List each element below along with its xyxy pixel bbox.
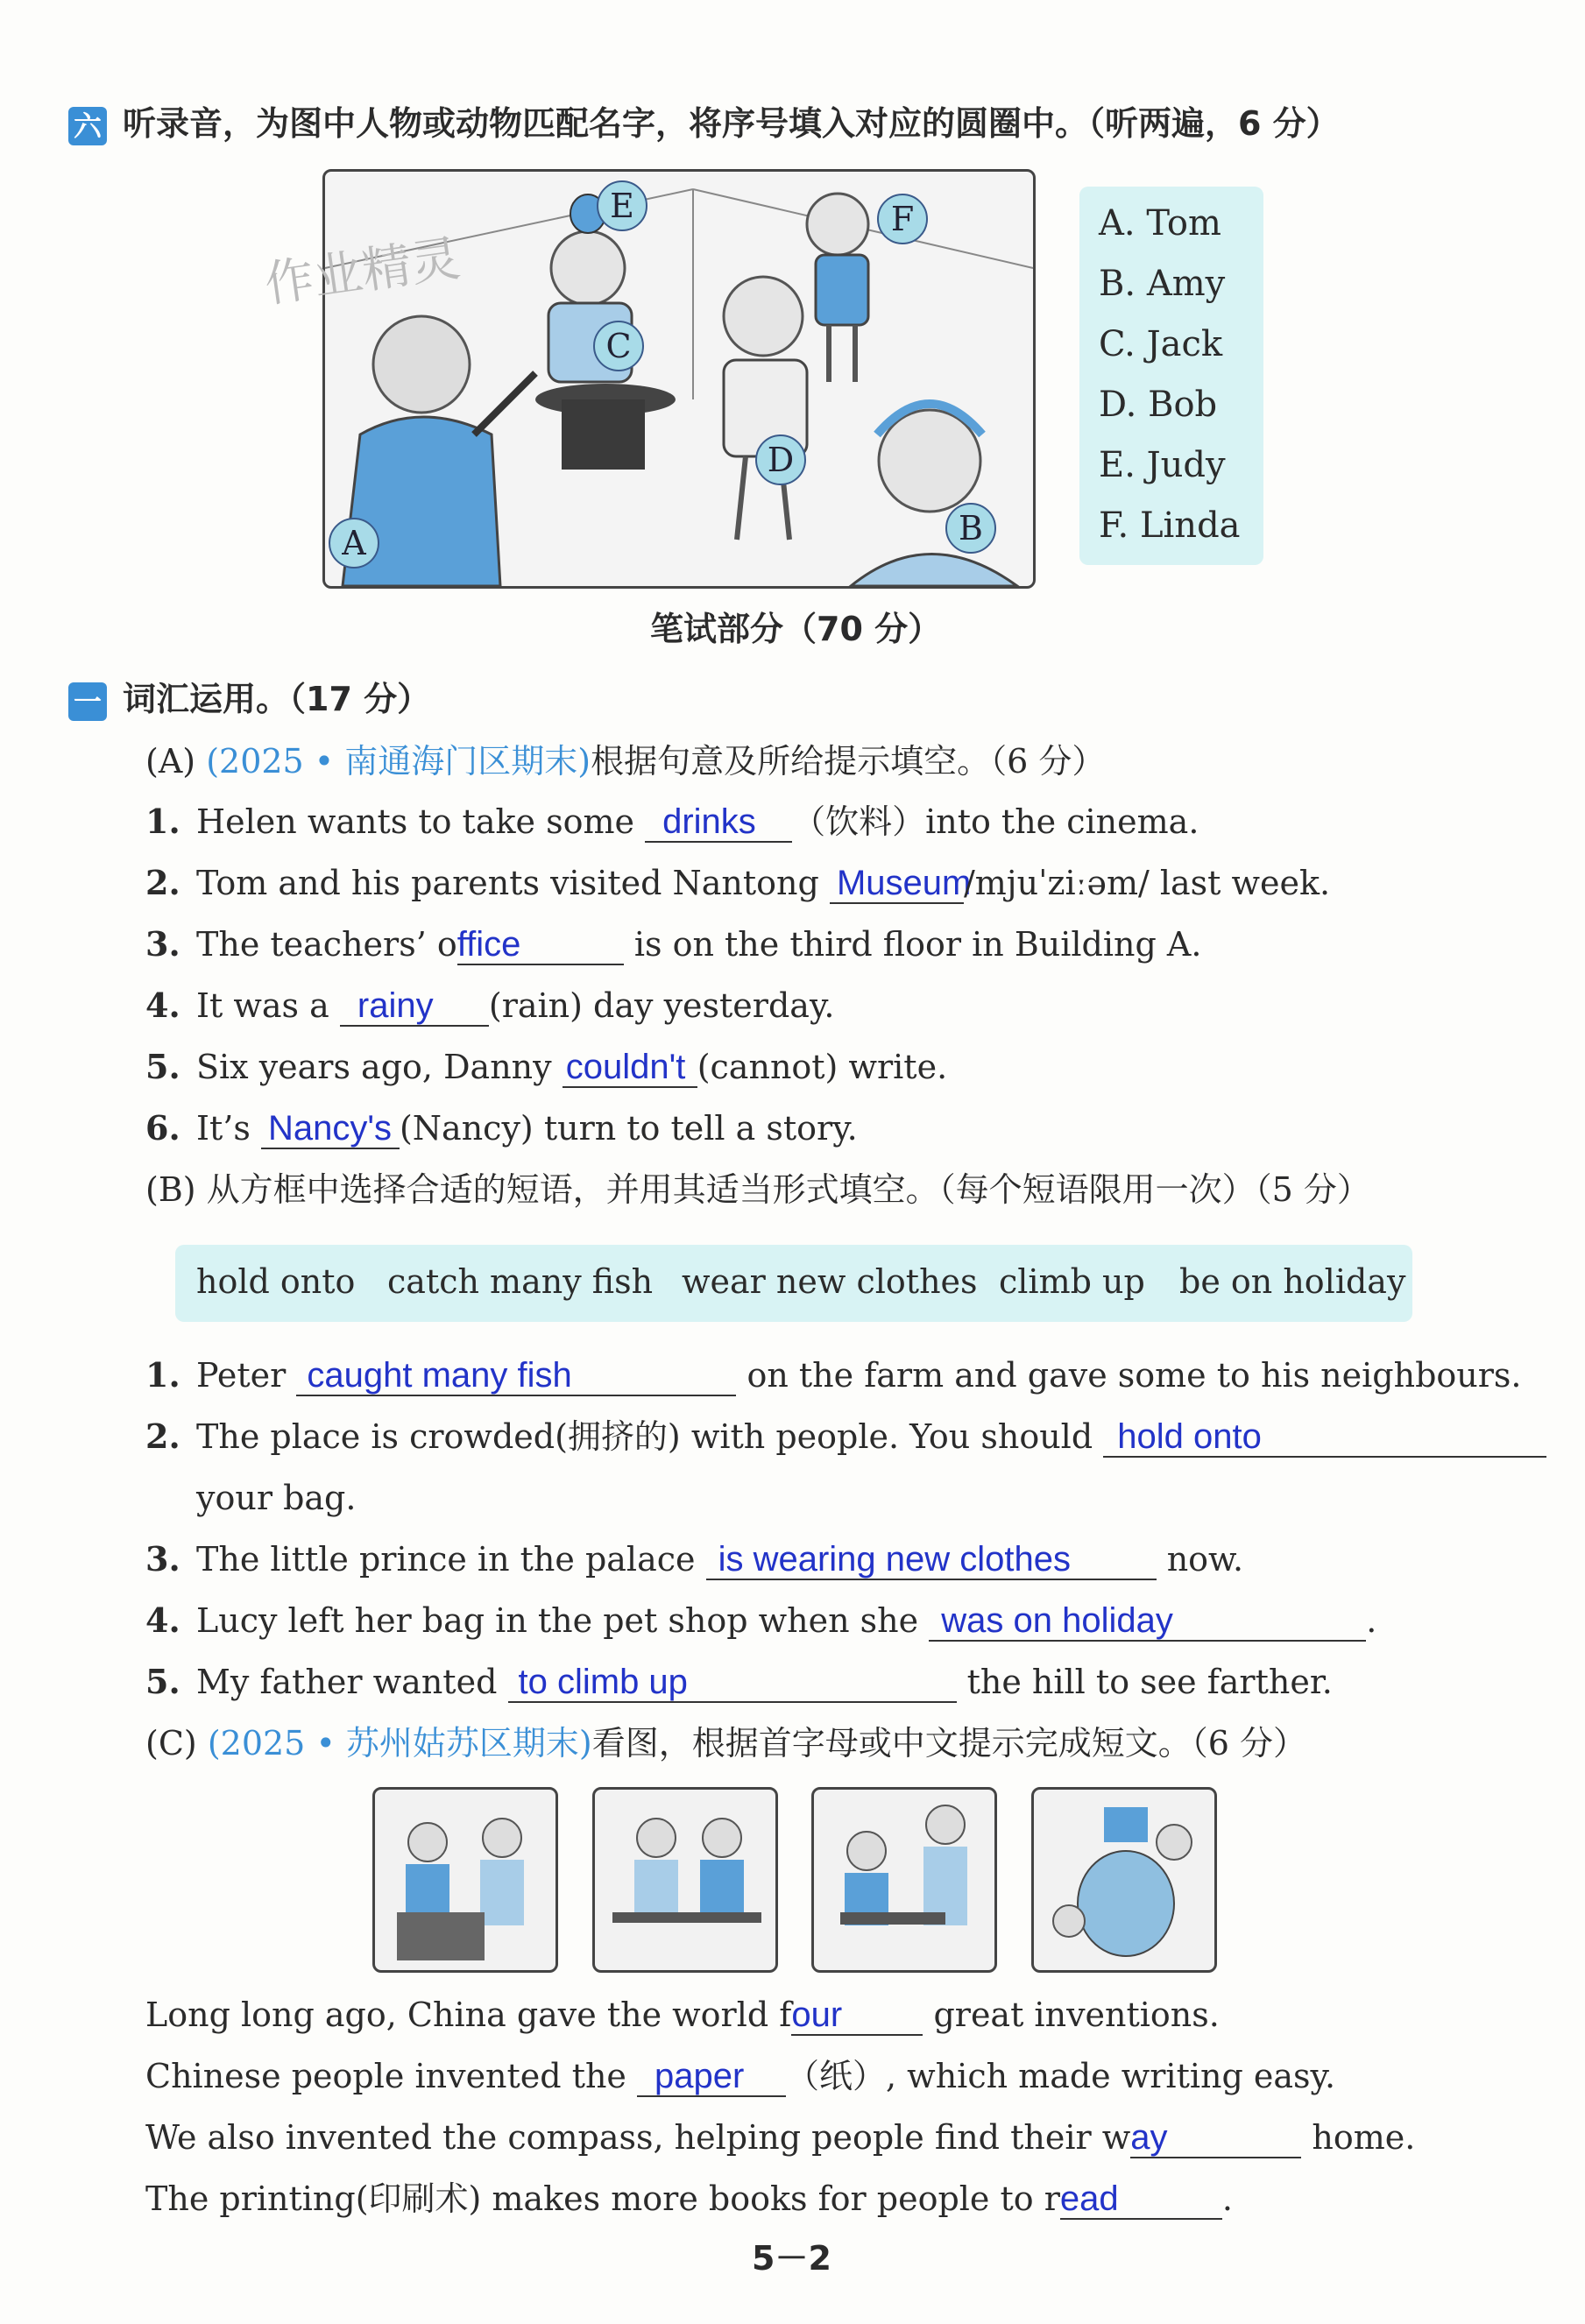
answer-blank[interactable]: Museum xyxy=(830,864,964,904)
name-option: F. Linda xyxy=(1099,505,1241,546)
name-option: C. Jack xyxy=(1099,324,1223,364)
name-option: E. Judy xyxy=(1099,445,1226,485)
partA-item: 1. Helen wants to take some drinks （饮料）into the cinema. xyxy=(145,802,1199,841)
partC-line: Long long ago, China gave the world four great inventions. xyxy=(145,1996,1220,2034)
partA-source: (2025 • 南通海门区期末) xyxy=(206,742,591,781)
name-list xyxy=(1079,187,1263,565)
invention-picture-1 xyxy=(372,1787,558,1973)
partC-line: We also invented the compass, helping people find their way home. xyxy=(145,2118,1416,2157)
answer-blank[interactable]: ay xyxy=(1130,2118,1301,2158)
partA-item: 5. Six years ago, Danny couldn't (cannot) write. xyxy=(145,1047,948,1086)
partA-item: 2. Tom and his parents visited Nantong Museum/mjuˈziːəm/ last week. xyxy=(145,863,1331,902)
invention-picture-3 xyxy=(811,1787,997,1973)
name-option: D. Bob xyxy=(1099,385,1218,425)
answer-blank[interactable]: our xyxy=(791,1996,923,2036)
answer-blank[interactable]: couldn't xyxy=(563,1048,697,1088)
section1-badge: 一 xyxy=(68,682,107,721)
written-part-title: 笔试部分（70 分） xyxy=(650,610,942,648)
partC-source: (2025 • 苏州姑苏区期末) xyxy=(207,1724,592,1762)
name-option: A. Tom xyxy=(1099,203,1221,244)
circle-label-d: D xyxy=(755,434,806,485)
section6-header xyxy=(68,103,1340,145)
section6-badge: 六 xyxy=(68,107,107,145)
partB-item: 2. The place is crowded(拥挤的) with people. You should hold onto xyxy=(145,1416,1546,1458)
partC-line: The printing(印刷术) makes more books for people to read . xyxy=(145,2179,1233,2218)
answer-blank[interactable]: is wearing new clothes xyxy=(706,1540,1157,1580)
phrase-option: catch many fish xyxy=(387,1262,654,1301)
phrase-box xyxy=(175,1245,1412,1322)
partC-line: Chinese people invented the paper （纸）, which made writing easy. xyxy=(145,2057,1336,2095)
listening-illustration xyxy=(261,169,1036,589)
partB-item: 3. The little prince in the palace is wearing new clothes now. xyxy=(145,1539,1244,1579)
partB-item-continuation: your bag. xyxy=(196,1479,357,1517)
circle-label-b: B xyxy=(945,503,996,554)
section1-header xyxy=(68,679,430,721)
partA-heading: (A) (2025 • 南通海门区期末)根据句意及所给提示填空。（6 分） xyxy=(145,742,1106,781)
name-option: B. Amy xyxy=(1099,264,1226,304)
partB-item: 1. Peter caught many fish on the farm and gave some to his neighbours. xyxy=(145,1355,1522,1395)
answer-blank[interactable]: caught many fish xyxy=(296,1356,736,1396)
answer-blank[interactable]: was on holiday xyxy=(929,1601,1366,1642)
answer-blank[interactable]: ffice xyxy=(457,925,624,965)
answer-blank[interactable]: drinks xyxy=(645,802,792,843)
watermark: 作业精灵 xyxy=(261,230,464,314)
answer-blank[interactable]: ead xyxy=(1060,2179,1222,2220)
circle-label-e: E xyxy=(597,180,647,231)
circle-label-a: A xyxy=(329,518,379,569)
partB-heading: (B) 从方框中选择合适的短语，并用其适当形式填空。（每个短语限用一次）（5 分） xyxy=(145,1170,1370,1209)
phrase-option: climb up xyxy=(999,1262,1145,1301)
page-number: 5－2 xyxy=(752,2239,831,2278)
partA-item: 3. The teachers’ office is on the third floor in Building A. xyxy=(145,924,1202,964)
phrase-option: wear new clothes xyxy=(682,1262,978,1301)
section1-title: 词汇运用。（17 分） xyxy=(123,680,431,718)
circle-label-c: C xyxy=(593,321,644,371)
section6-title: 听录音，为图中人物或动物匹配名字，将序号填入对应的圆圈中。（听两遍，6 分） xyxy=(123,104,1340,143)
answer-blank[interactable]: rainy xyxy=(340,986,489,1027)
partA-item: 4. It was a rainy (rain) day yesterday. xyxy=(145,985,835,1025)
answer-blank[interactable]: hold onto xyxy=(1103,1417,1546,1458)
invention-picture-4 xyxy=(1031,1787,1217,1973)
partC-heading: (C) (2025 • 苏州姑苏区期末)看图，根据首字母或中文提示完成短文。（6 分） xyxy=(145,1724,1307,1762)
partB-item: 4. Lucy left her bag in the pet shop when she was on holiday . xyxy=(145,1600,1377,1640)
phrase-option: hold onto xyxy=(196,1262,356,1301)
answer-blank[interactable]: to climb up xyxy=(508,1663,957,1703)
answer-blank[interactable]: paper xyxy=(637,2057,786,2097)
partA-item: 6. It’s Nancy's (Nancy) turn to tell a story. xyxy=(145,1108,858,1148)
circle-label-f: F xyxy=(877,194,928,244)
phrase-option: be on holiday xyxy=(1179,1262,1406,1301)
invention-picture-2 xyxy=(592,1787,778,1973)
answer-blank[interactable]: Nancy's xyxy=(261,1109,400,1149)
partB-item: 5. My father wanted to climb up the hill to see farther. xyxy=(145,1662,1333,1701)
